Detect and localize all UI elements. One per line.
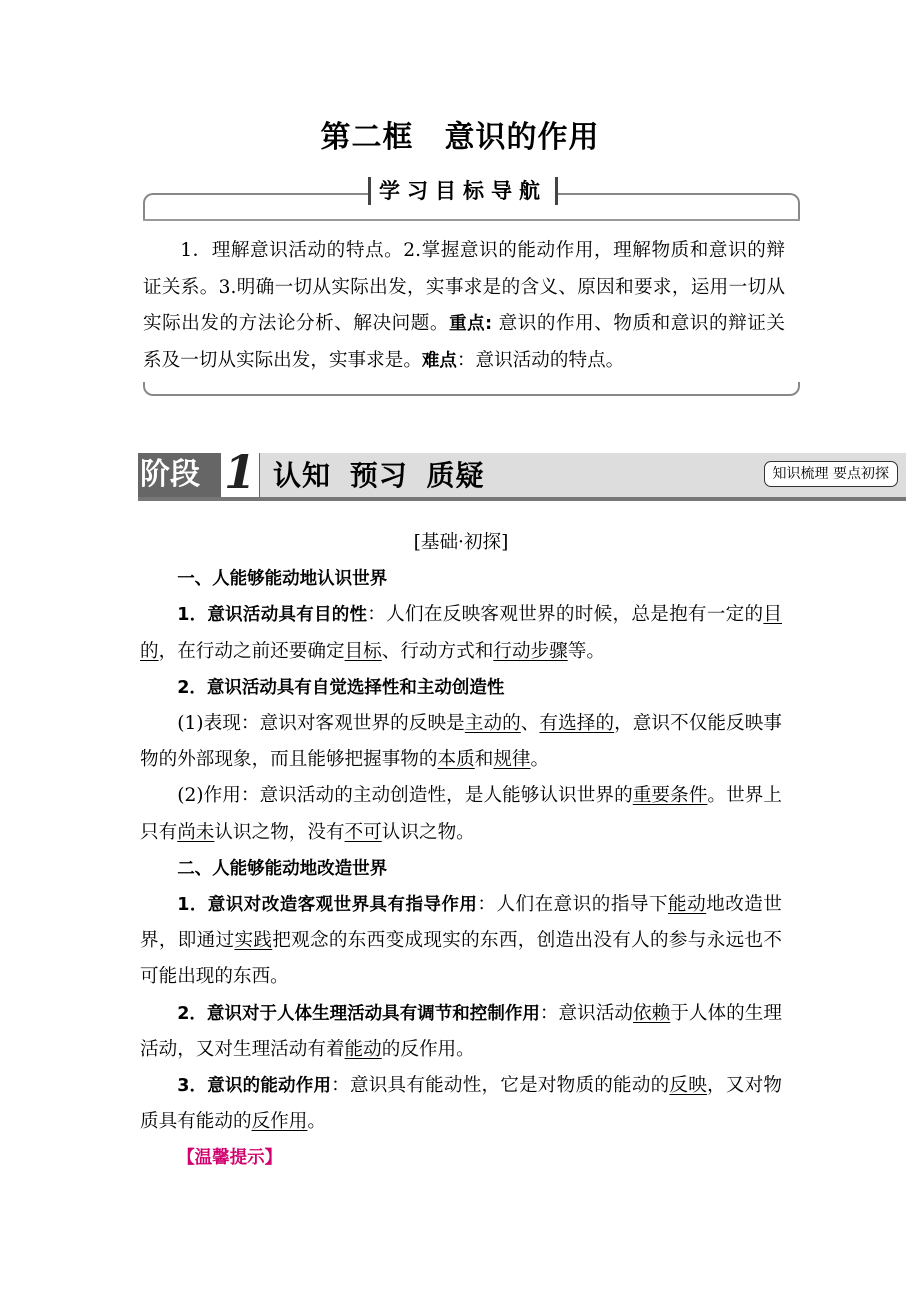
text-segment: ：意识活动的特点。: [456, 349, 625, 371]
answer-blank: 能动: [668, 894, 707, 916]
bold-text: 难点: [421, 350, 457, 371]
paragraph: [140, 1140, 782, 1176]
paragraph: [140, 670, 782, 706]
tip-label: 【温馨提示】: [177, 1148, 283, 1169]
box-bottom-border: [143, 382, 800, 396]
bold-text: 2．意识对于人体生理活动具有调节和控制作用: [177, 1003, 540, 1024]
text-segment: ：人们在意识的指导下: [477, 894, 669, 916]
stage-name: 认知 预习 质疑: [273, 459, 485, 492]
answer-blank: 依赖: [633, 1002, 671, 1024]
answer-blank: 目的: [140, 604, 782, 662]
page-title: 第二框 意识的作用: [320, 120, 600, 155]
bold-text: 1．意识活动具有目的性: [177, 605, 368, 626]
bold-text: 二、人能够能动地改造世界: [177, 858, 388, 879]
answer-blank: 规律: [493, 749, 531, 771]
bold-text: 重点:: [449, 314, 493, 334]
text-segment: 、: [520, 713, 540, 735]
text-segment: ，在行动之前还要确定: [158, 640, 345, 662]
text-segment: 1．理解意识活动的特点。2.掌握意识的能动作用，理解物质和意识的辩证关系。3.明确一切从实际出发，实事求是的含义、原因和要求，运用一切从实际出发的方法论分析、解决问题。: [143, 240, 785, 334]
answer-blank: 实践: [234, 930, 273, 952]
text-segment: 。: [530, 749, 550, 771]
text-segment: 、行动方式和: [381, 640, 494, 662]
answer-blank: 重要条件: [632, 785, 708, 807]
text-segment: 认识之物。: [381, 821, 475, 843]
paragraph: [140, 706, 782, 778]
text-segment: 。世界上只有: [140, 785, 782, 843]
main-content: [140, 525, 782, 1177]
answer-blank: 反作用: [251, 1111, 308, 1133]
paragraph: [140, 1068, 782, 1140]
learning-goals-box: [143, 179, 800, 396]
paragraph: [140, 996, 782, 1068]
answer-blank: 行动步骤: [493, 640, 568, 662]
stage-banner: [138, 445, 906, 501]
answer-blank: 尚未: [177, 821, 215, 843]
answer-blank: 能动: [344, 1038, 382, 1060]
answer-blank: 目标: [344, 640, 382, 662]
text-segment: ，又对物质具有能动的: [140, 1075, 782, 1133]
text-segment: 等。: [567, 640, 605, 662]
text-segment: 意识的作用、物质和意识的辩证关系及一切从实际出发，实事求是。: [143, 313, 785, 371]
text-segment: ：意识具有能动性，它是对物质的能动的: [331, 1075, 670, 1097]
text-segment: ，意识不仅能反映事物的外部现象，而且能够把握事物的: [140, 713, 782, 771]
text-segment: (2)作用：意识活动的主动创造性，是人能够认识世界的: [177, 785, 633, 807]
text-segment: 把观念的东西变成现实的东西，创造出没有人的参与永远也不可能出现的东西。: [140, 930, 782, 988]
goals-text: [143, 233, 785, 379]
text-segment: 于人体的生理活动，又对生理活动有着: [140, 1002, 782, 1060]
box-divider: [143, 219, 800, 221]
stage-tag: 知识梳理 要点初探: [764, 461, 898, 487]
answer-blank: 不可: [344, 821, 382, 843]
paragraph: [140, 778, 782, 850]
text-segment: 认识之物，没有: [214, 821, 345, 843]
stage-label: 阶段: [138, 453, 260, 497]
bold-text: 2．意识活动具有自觉选择性和主动创造性: [177, 677, 505, 698]
answer-blank: 本质: [437, 749, 475, 771]
bold-text: 一、人能够能动地认识世界: [177, 569, 388, 590]
paragraph: [140, 887, 782, 996]
text-segment: ：人们在反映客观世界的时候，总是抱有一定的: [367, 604, 764, 626]
text-segment: 地改造世界，即通过: [140, 894, 782, 952]
paragraph: [140, 597, 782, 669]
paragraph: [140, 851, 782, 887]
text-segment: (1)表现：意识对客观世界的反映是: [177, 713, 465, 735]
stage-number: 1: [221, 447, 259, 497]
paragraph: [140, 561, 782, 597]
answer-blank: 主动的: [464, 713, 521, 735]
text-segment: 的反作用。: [381, 1038, 475, 1060]
text-segment: 。: [307, 1111, 326, 1133]
section-title: [基础·初探]: [413, 532, 509, 553]
bold-text: 1．意识对改造客观世界具有指导作用: [177, 895, 478, 916]
bold-text: 3．意识的能动作用: [177, 1076, 332, 1097]
answer-blank: 反映: [669, 1075, 707, 1097]
answer-blank: 有选择的: [539, 713, 615, 735]
text-segment: 和: [474, 749, 494, 771]
paragraphs: [140, 561, 782, 1176]
goals-heading: 学习目标导航: [368, 177, 558, 205]
text-segment: ：意识活动: [539, 1002, 634, 1024]
